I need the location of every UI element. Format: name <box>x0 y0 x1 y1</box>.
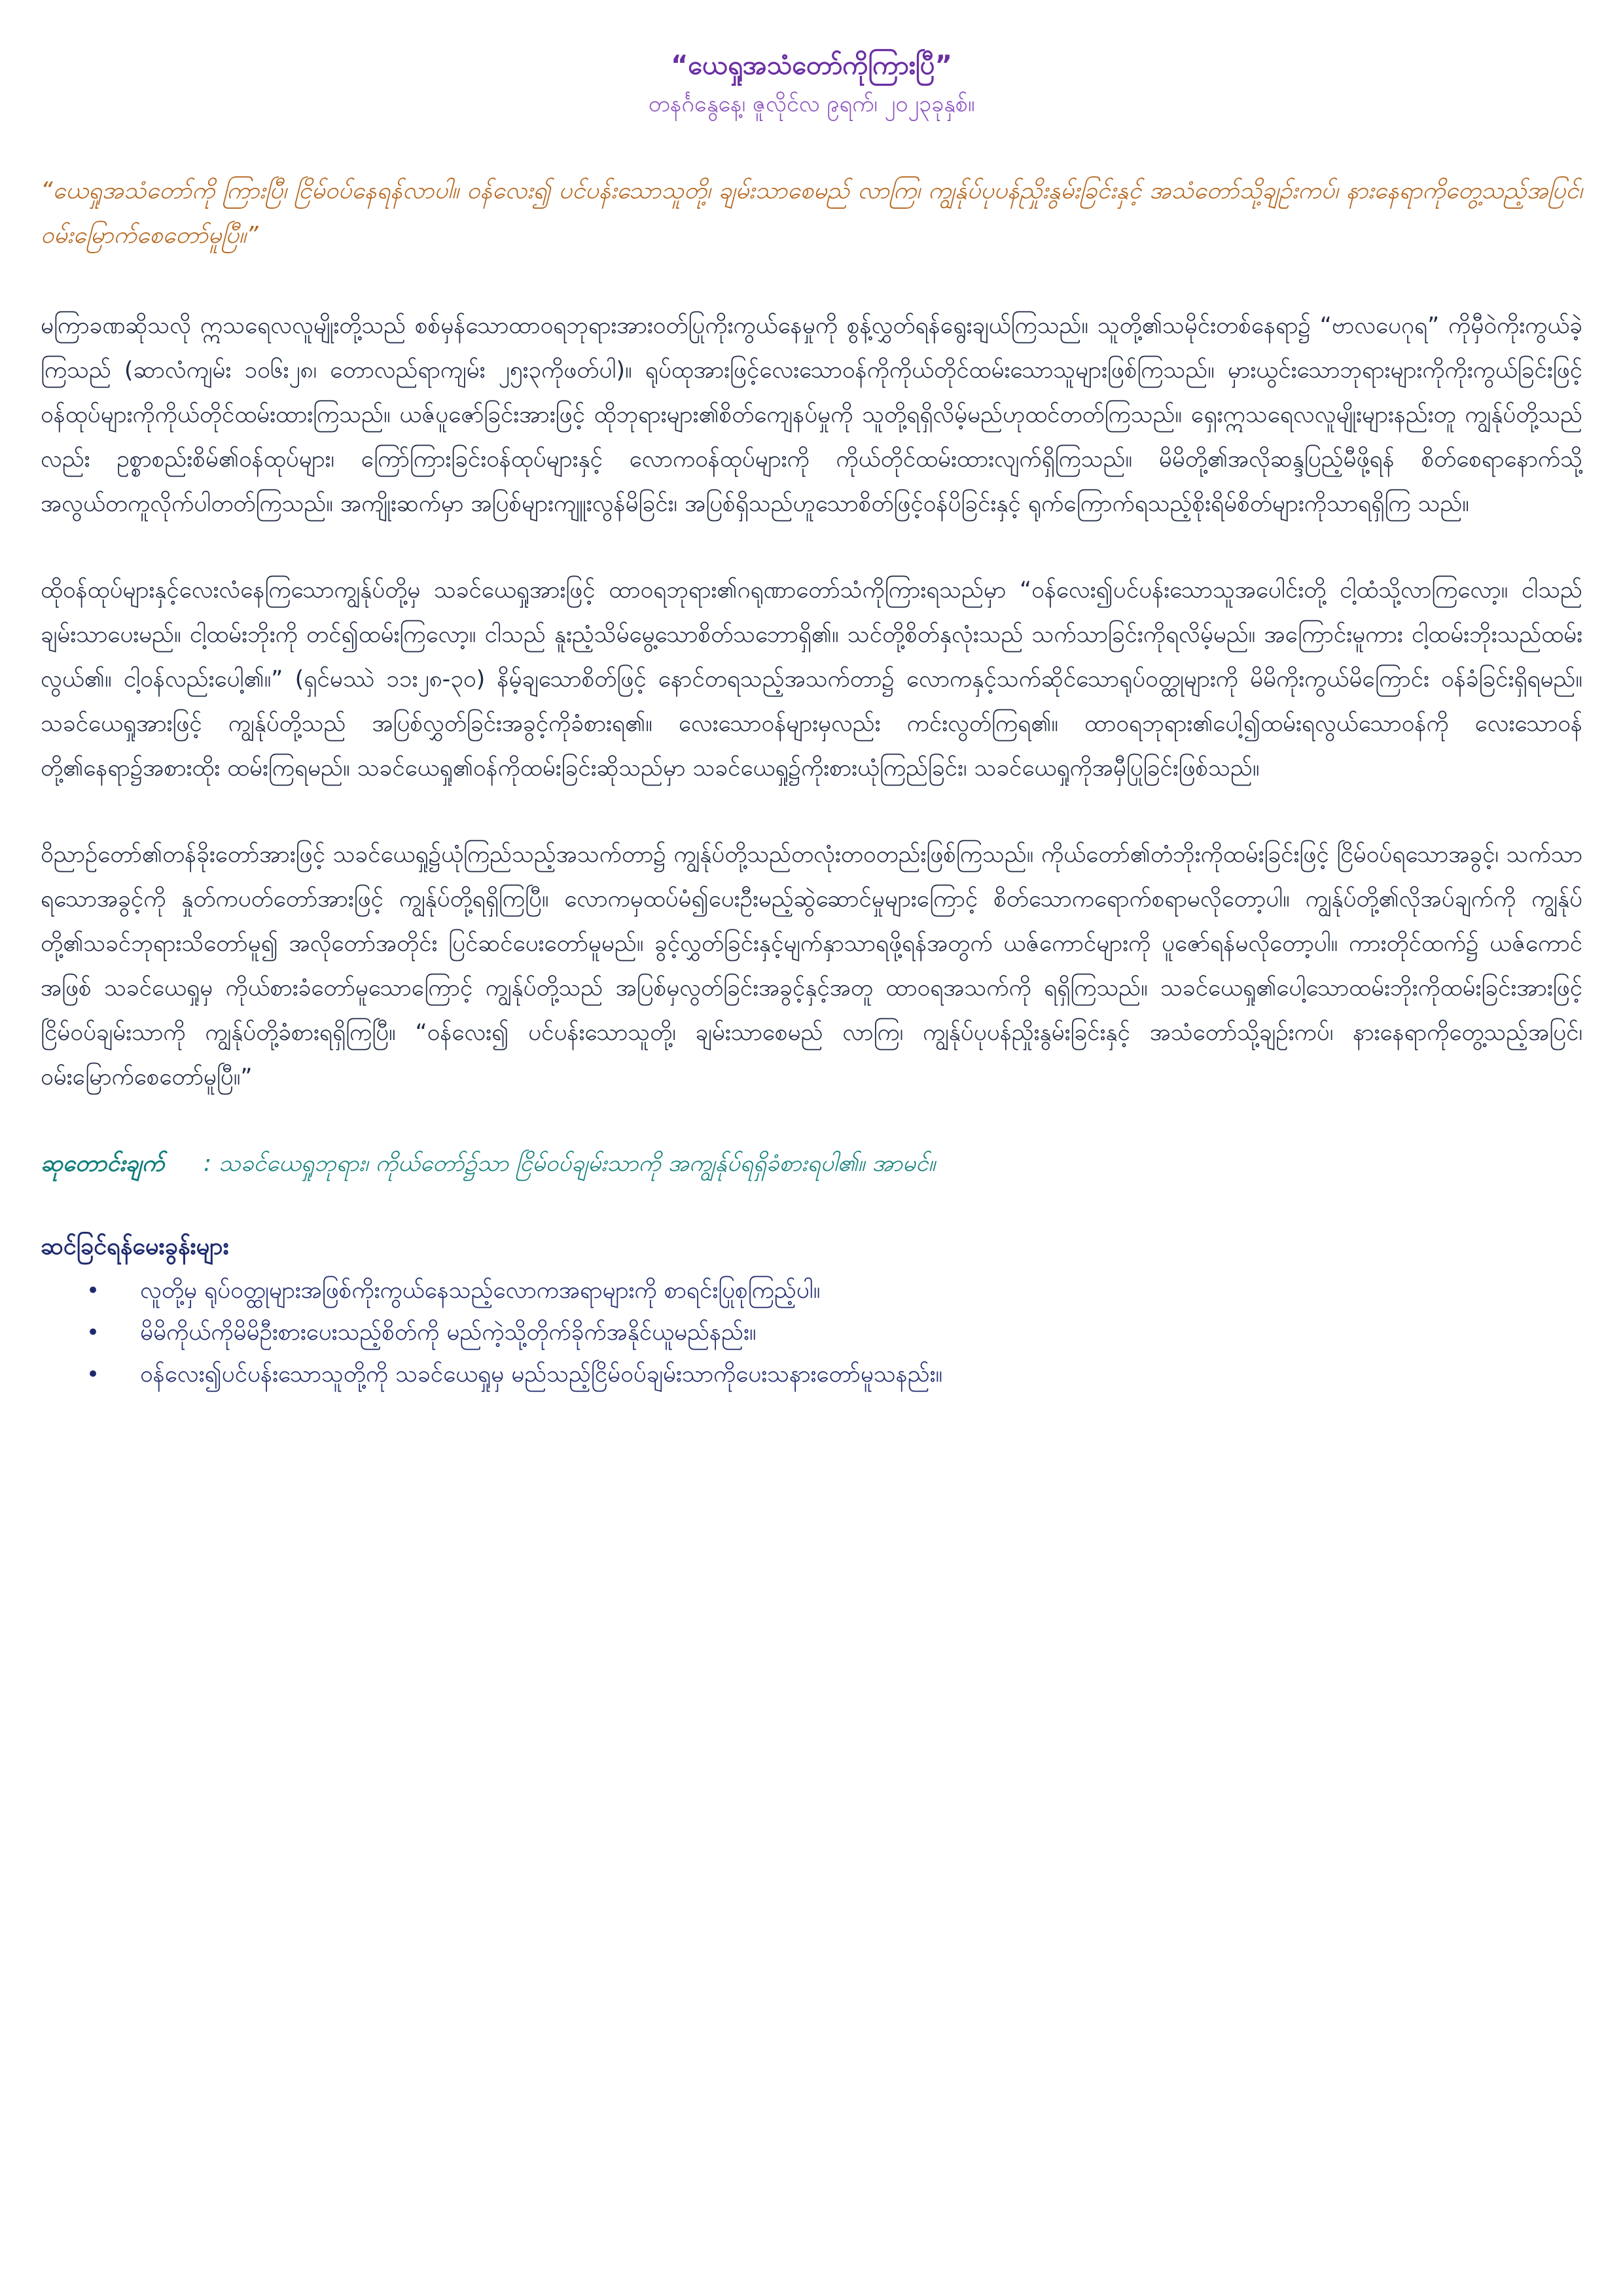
question-text: လူတို့မှ ရုပ်ဝတ္ထုများအဖြစ်ကိုးကွယ်နေသည့်လောကအရာများကို စာရင်းပြုစုကြည့်ပါ။ <box>140 1278 821 1304</box>
bullet-icon: • <box>86 1361 100 1388</box>
question-text: မိမိကိုယ်ကိုမိမိဦးစားပေးသည့်စိတ်ကို မည်ကဲ့သို့တိုက်ခိုက်အနိုင်ယူမည်နည်း။ <box>140 1319 757 1346</box>
page-date: တနင်္ဂနွေနေ့၊ ဇူလိုင်လ ၉ရက်၊ ၂၀၂၃ခုနှစ်။ <box>648 91 975 117</box>
prayer-text: : သခင်ယေရှုဘုရား၊ ကိုယ်တော်၌သာ ငြိမ်ဝပ်ချမ်းသာကို အကျွန်ုပ်ရရှိခံစားရပါ၏။ အာမင်။ <box>204 1151 936 1177</box>
question-text: ဝန်လေး၍ပင်ပန်းသောသူတို့ကို သခင်ယေရှုမှ မည်သည့်ငြိမ်ဝပ်ချမ်းသာကိုပေးသနားတော်မူသနည်း။ <box>140 1361 943 1388</box>
body-paragraph-3: ဝိညာဉ်တော်၏တန်ခိုးတော်အားဖြင့် သခင်ယေရှု၌ယုံကြည်သည့်အသက်တာ၌ ကျွန်ုပ်တို့သည်တလုံးတဝတည်းဖြစ်ကြသည်။ ကိုယ်တော်၏တံဘိုးကိုထမ်းခြင်းဖြင့် ငြိမ်ဝပ်ရသောအခွင့်၊ သက်သာရသောအခွင့်ကို နှုတ်ကပတ်တော်အားဖြင့် ကျွန်ုပ်တို့ရရှိကြပြီ။ လောကမှထပ်မံ၍ပေးဦးမည့်ဆွဲဆောင်မှုများကြောင့် စိတ်သောကရောက်စရာမလိုတော့ပါ။ ကျွန်ုပ်တို့၏လိုအပ်ချက်ကို ကျွန်ုပ်တို့၏သခင်ဘုရားသိတော်မူ၍ အလိုတော်အတိုင်း ပြင်ဆင်ပေးတော်မူမည်။ ခွင့်လွှတ်ခြင်းနှင့်မျက်နှာသာရဖို့ရန်အတွက် ယဇ်ကောင်များကို ပူဇော်ရန်မလိုတော့ပါ။ ကားတိုင်ထက်၌ ယဇ်ကောင်အဖြစ် သခင်ယေရှုမှ ကိုယ်စားခံတော်မူသောကြောင့် ကျွန်ုပ်တို့သည် အပြစ်မှလွတ်ခြင်းအခွင့်နှင့်အတူ ထာဝရအသက်ကို ရရှိကြသည်။ သခင်ယေရှု၏ပေါ့သောထမ်းဘိုးကိုထမ်းခြင်းအားဖြင့် ငြိမ်ဝပ်ချမ်းသာကို ကျွန်ုပ်တို့ခံစားရရှိကြပြီ။ “ဝန်လေး၍ ပင်ပန်းသောသူတို့၊ ချမ်းသာစေမည် လာကြ၊ ကျွန်ုပ်ပုပန်ညှိုးနွမ်းခြင်းနှင့် အသံတော်သို့ချဉ်းကပ်၊ နားနေရာကိုတွေ့သည့်အပြင်၊ ဝမ်းမြောက်စေတော်မူပြီ။” <box>41 842 1582 1090</box>
questions-list <box>41 1270 1582 1395</box>
list-item <box>86 1312 1582 1354</box>
page-title: “ယေရှုအသံတော်ကိုကြားပြီ” <box>671 50 952 81</box>
key-verse: “ယေရှုအသံတော်ကို ကြားပြီ၊ ငြိမ်ဝပ်နေရန်လာပါ။ ဝန်လေး၍ ပင်ပန်းသောသူတို့၊ ချမ်းသာစေမည် လာကြ၊ ကျွန်ုပ်ပုပန်ညှိုးနွမ်းခြင်းနှင့် အသံတော်သို့ချဉ်းကပ်၊ နားနေရာကိုတွေ့သည့်အပြင်၊ ဝမ်းမြောက်စေတော်မူပြီ။” <box>41 177 1582 249</box>
body-paragraph-2: ထိုဝန်ထုပ်များနှင့်လေးလံနေကြသောကျွန်ုပ်တို့မှ သခင်ယေရှုအားဖြင့် ထာဝရဘုရား၏ဂရုဏာတော်သံကိုကြားရသည်မှာ “ဝန်လေး၍ပင်ပန်းသောသူအပေါင်းတို့ ငါ့ထံသို့လာကြလော့။ ငါသည် ချမ်းသာပေးမည်။ ငါ့ထမ်းဘိုးကို တင်၍ထမ်းကြလော့။ ငါသည် နူးညံ့သိမ်မွေ့သောစိတ်သဘောရှိ၏။ သင်တို့စိတ်နှလုံးသည် သက်သာခြင်းကိုရလိမ့်မည်။ အကြောင်းမူကား ငါ့ထမ်းဘိုးသည်ထမ်းလွယ်၏။ ငါ့ဝန်လည်းပေါ့၏။” (ရှင်မဿဲ ၁၁း၂၈-၃၀) နိမ့်ချသောစိတ်ဖြင့် နောင်တရသည့်အသက်တာ၌ လောကနှင့်သက်ဆိုင်သောရုပ်ဝတ္ထုများကို မိမိကိုးကွယ်မိကြောင်း ဝန်ခံခြင်းရှိရမည်။ သခင်ယေရှုအားဖြင့် ကျွန်ုပ်တို့သည် အပြစ်လွှတ်ခြင်းအခွင့်ကိုခံစားရ၏။ လေးသောဝန်များမှလည်း ကင်းလွတ်ကြရ၏။ ထာဝရဘုရား၏ပေါ့၍ထမ်းရလွယ်သောဝန်ကို လေးသောဝန်တို့၏နေရာ၌အစားထိုး ထမ်းကြရမည်။ သခင်ယေရှု၏ဝန်ကိုထမ်းခြင်းဆိုသည်မှာ သခင်ယေရှု၌ကိုးစားယုံကြည်ခြင်း၊ သခင်ယေရှုကိုအမှီပြုခြင်းဖြစ်သည်။ <box>41 577 1582 781</box>
bullet-icon: • <box>86 1278 100 1304</box>
prayer-label: ဆုတောင်းချက် <box>41 1151 165 1177</box>
list-item <box>86 1270 1582 1312</box>
list-item <box>86 1354 1582 1395</box>
questions-heading: ဆင်ခြင်ရန်မေးခွန်းများ <box>41 1233 229 1260</box>
bullet-icon: • <box>86 1319 100 1346</box>
prayer <box>41 1141 1582 1186</box>
body-paragraph-1: မကြာခဏဆိုသလို ဣသရေလလူမျိုးတို့သည် စစ်မှန်သောထာဝရဘုရားအားဝတ်ပြုကိုးကွယ်နေမှုကို စွန့်လွှတ်ရန်ရွေးချယ်ကြသည်။ သူတို့၏သမိုင်းတစ်နေရာ၌ “ဗာလပေဂုရ” ကိုမှီဝဲကိုးကွယ်ခဲ့ကြသည် (ဆာလံကျမ်း ၁၀၆း၂၈၊ တောလည်ရာကျမ်း ၂၅း၃ကိုဖတ်ပါ)။ ရုပ်ထုအားဖြင့်လေးသောဝန်ကိုကိုယ်တိုင်ထမ်းသောသူများဖြစ်ကြသည်။ မှားယွင်းသောဘုရားများကိုကိုးကွယ်ခြင်းဖြင့် ဝန်ထုပ်များကိုကိုယ်တိုင်ထမ်းထားကြသည်။ ယဇ်ပူဇော်ခြင်းအားဖြင့် ထိုဘုရားများ၏စိတ်ကျေနပ်မှုကို သူတို့ရရှိလိမ့်မည်ဟုထင်တတ်ကြသည်။ ရှေးဣသရေလလူမျိုးများနည်းတူ ကျွန်ုပ်တို့သည်လည်း ဥစ္စာစည်းစိမ်၏ဝန်ထုပ်များ၊ ကြော်ကြားခြင်းဝန်ထုပ်များနှင့် လောကဝန်ထုပ်များကို ကိုယ်တိုင်ထမ်းထားလျက်ရှိကြသည်။ မိမိတို့၏အလိုဆန္ဒပြည့်မီဖို့ရန် စိတ်စေရာနောက်သို့ အလွယ်တကူလိုက်ပါတတ်ကြသည်။ အကျိုးဆက်မှာ အပြစ်များကျူးလွန်မိခြင်း၊ အပြစ်ရှိသည်ဟူသောစိတ်ဖြင့်ဝန်ပိခြင်းနှင့် ရုက်ကြောက်ရသည့်စိုးရိမ်စိတ်များကိုသာရရှိကြ သည်။ <box>41 313 1582 517</box>
